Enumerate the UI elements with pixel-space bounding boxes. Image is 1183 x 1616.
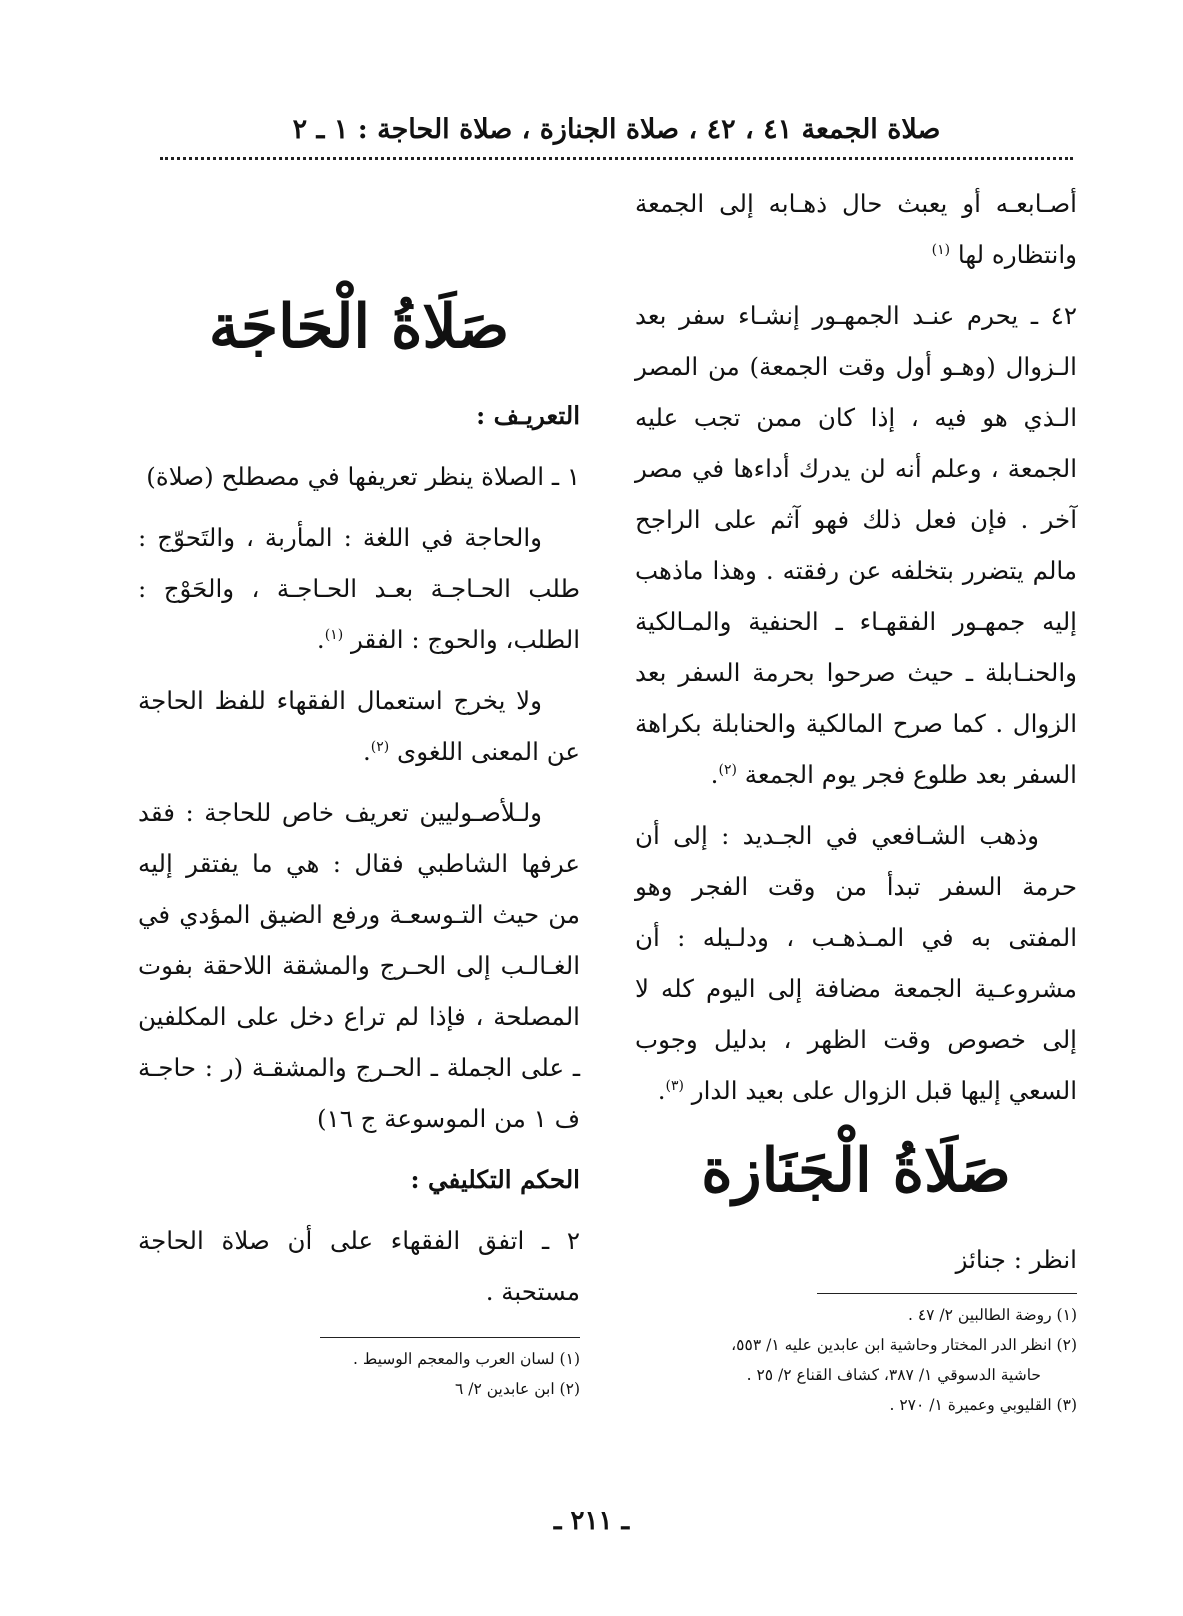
paragraph-language-meaning: والحاجة في اللغة : المأربة ، والتَحوّج : طلب الحـاجـة بعـد الحـاجـة ، والحَوْج : الطلب، والحوج : الفقر $^{(١)}$. bbox=[138, 523, 580, 654]
footnote-ref: (١) bbox=[931, 241, 951, 258]
heading-definition: التعريـف : bbox=[476, 401, 580, 430]
footnote-ref: (٢) bbox=[718, 761, 737, 778]
paragraph-1: ١ ـ الصلاة ينظر تعريفها في مصطلح (صلاة) bbox=[146, 462, 580, 491]
heading-ruling: الحكم التكليفي : bbox=[410, 1165, 580, 1194]
left-column bbox=[138, 178, 580, 1404]
footnotes-left bbox=[138, 1344, 580, 1404]
footnote-ref: (٣) bbox=[665, 1077, 684, 1094]
footnotes-right bbox=[635, 1300, 1077, 1420]
footnote-ref: (١) bbox=[324, 626, 344, 643]
cross-reference: انظر : جنائز bbox=[955, 1245, 1077, 1274]
paragraph-2: ٢ ـ اتفق الفقهاء على أن صلاة الحاجة مستحبة . bbox=[138, 1226, 580, 1306]
footnote-1: (١) روضة الطالبين ٢/ ٤٧ . bbox=[907, 1306, 1077, 1324]
footnote-2-continued: حاشية الدسوقي ١/ ٣٨٧، كشاف القناع ٢/ ٢٥ . bbox=[746, 1366, 1041, 1384]
header-dotted-rule bbox=[160, 157, 1073, 160]
paragraph-42: ٤٢ ـ يحرم عنـد الجمهـور إنشـاء سفر بعد الـزوال (وهـو أول وقت الجمعة) من المصر الـذي هو فيه ، إذا كان ممن تجب عليه الجمعة ، وعلم أنه لن يدرك أداءها في مصر آخر . فإن فعل ذلك فهو آثم على الراجح مالم يتضرر بتخلفه عن رفقته . وهذا ماذهب إليه جمهـور الفقهـاء ـ الحنفية والمـالكية والحنـابلة ـ حيث صرحوا بحرمة السفر بعد الزوال . كما صرح المالكية والحنابلة بكراهة السفر بعد طلوع فجر يوم الجمعة $^{(٢)}$. bbox=[635, 301, 1077, 789]
paragraph-text: ٤٢ ـ يحرم عنـد الجمهـور إنشـاء سفر بعد الـزوال (وهـو أول وقت الجمعة) من المصر الـذي هو فيه ، إذا كان ممن تجب عليه الجمعة ، وعلم أنه لن يدرك أداءها في مصر آخر . فإن فعل ذلك فهو آثم على الراجح مالم يتضرر بتخلفه عن رفقته . وهذا ماذهب إليه جمهـور الفقهـاء ـ الحنفية والمـالكية والحنـابلة ـ حيث صرحوا بحرمة السفر بعد الزوال . كما صرح المالكية والحنابلة بكراهة السفر بعد طلوع فجر يوم الجمعة bbox=[635, 301, 1077, 789]
paragraph-text: وذهب الشـافعي في الجـديد : إلى أن حرمة السفر تبدأ من وقت الفجر وهو المفتى به في المـذهـب ، ودلـيله : أن مشروعـية الجمعة مضافة إلى اليوم كله لا إلى خصوص وقت الظهر ، بدليل وجوب السعي إليها قبل الزوال على بعيد الدار bbox=[635, 821, 1077, 1105]
footnote-1: (١) لسان العرب والمعجم الوسيط . bbox=[353, 1350, 580, 1368]
paragraph-text: أصـابعـه أو يعبث حال ذهـابه إلى الجمعة وانتظاره لها bbox=[635, 189, 1077, 269]
section-title-funeral-prayer: صَلَاةُ الْجَنَازة bbox=[701, 1136, 1011, 1206]
paragraph-41-continuation bbox=[635, 178, 1077, 280]
footnote-2: (٢) انظر الدر المختار وحاشية ابن عابدين عليه ١/ ٥٥٣، bbox=[731, 1336, 1077, 1354]
paragraph-text: والحاجة في اللغة : المأربة ، والتَحوّج : طلب الحـاجـة بعـد الحـاجـة ، والحَوْج : الطلب، والحوج : الفقر bbox=[138, 523, 580, 654]
page-number: ـ ٢١١ ـ bbox=[553, 1506, 630, 1536]
footnote-2: (٢) ابن عابدين ٢/ ٦ bbox=[455, 1380, 580, 1398]
paragraph-jurist-usage: ولا يخرج استعمال الفقهاء للفظ الحاجة عن المعنى اللغوى $^{(٢)}$. bbox=[138, 686, 580, 766]
footnote-ref: (٢) bbox=[370, 738, 390, 755]
footnote-separator bbox=[817, 1293, 1077, 1294]
paragraph-text: ولا يخرج استعمال الفقهاء للفظ الحاجة عن المعنى اللغوى bbox=[138, 686, 580, 766]
paragraph-usuli-definition: ولـلأصـوليين تعريف خاص للحاجة : فقد عرفها الشاطبي فقال : هي ما يفتقر إليه من حيث التـوسعـة ورفع الضيق المؤدي في الغـالـب إلى الحـرج والمشقة اللاحقة بفوت المصلحة ، فإذا لم تراع دخل على المكلفين ـ على الجملة ـ الحـرج والمشقـة (ر : حاجـة ف ١ من الموسوعة ج ١٦) bbox=[138, 798, 580, 1133]
running-header: صلاة الجمعة ٤١ ، ٤٢ ، صلاة الجنازة ، صلاة الحاجة : ١ ـ ٢ bbox=[292, 114, 941, 145]
footnote-separator bbox=[320, 1337, 580, 1338]
right-column bbox=[635, 178, 1077, 1420]
paragraph-shafii: وذهب الشـافعي في الجـديد : إلى أن حرمة السفر تبدأ من وقت الفجر وهو المفتى به في المـذهـب ، ودلـيله : أن مشروعـية الجمعة مضافة إلى اليوم كله لا إلى خصوص وقت الظهر ، بدليل وجوب السعي إليها قبل الزوال على بعيد الدار $^{(٣)}$. bbox=[635, 821, 1077, 1105]
section-title-need-prayer: صَلَاةُ الْحَاجَة bbox=[208, 292, 510, 362]
footnote-3: (٣) القليوبي وعميرة ١/ ٢٧٠ . bbox=[889, 1396, 1077, 1414]
